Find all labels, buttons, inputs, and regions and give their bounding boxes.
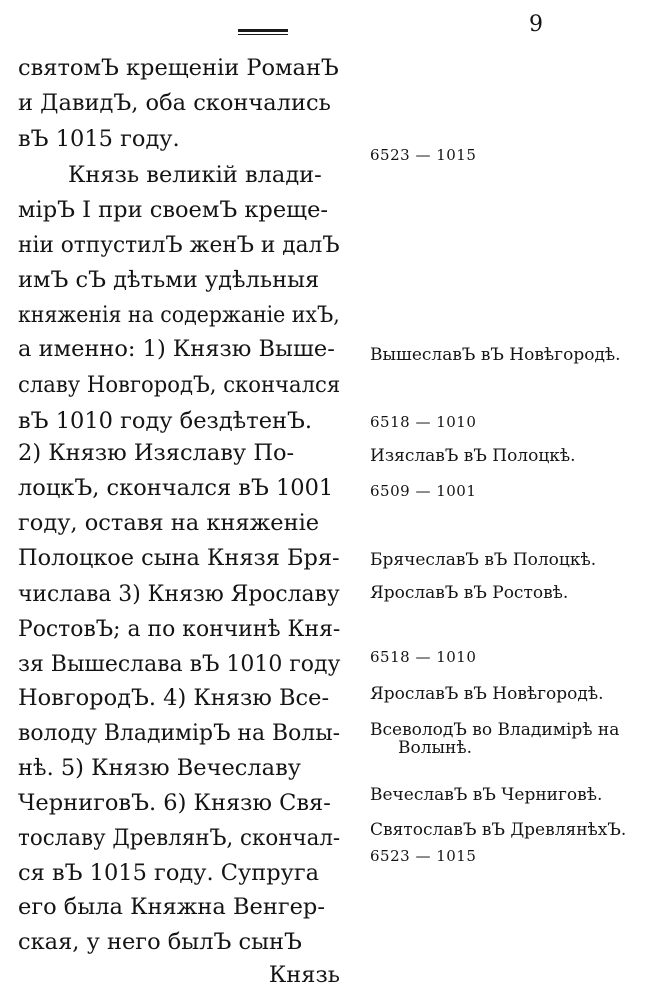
body-line: вЪ 1015 году.	[18, 126, 180, 152]
body-line: Полоцкое сына Князя Бря-	[18, 545, 340, 571]
margin-year: 6518 — 1010	[370, 648, 477, 666]
margin-name: ВышеславЪ вЪ Новѣгородѣ.	[370, 345, 621, 365]
body-line: ЧерниговЪ. 6) Князю Свя-	[18, 790, 331, 816]
body-line: славу НовгородЪ, скончался	[18, 372, 341, 398]
body-line: имЪ сЪ дѣтьми удѣльныя	[18, 267, 320, 293]
body-line: лоцкЪ, скончался вЪ 1001	[18, 475, 334, 501]
body-line: нѣ. 5) Князю Вечеславу	[18, 755, 301, 781]
margin-name: ИзяславЪ вЪ Полоцкѣ.	[370, 446, 576, 466]
body-line: Князь	[268, 962, 340, 988]
page-number: 9	[529, 12, 543, 37]
margin-name: ВсеволодЪ во Владимірѣ на	[370, 720, 620, 740]
margin-name: СвятославЪ вЪ ДревлянѣхЪ.	[370, 820, 627, 840]
body-line: его была Княжна Венгер-	[18, 894, 325, 920]
body-line: ская, у него былЪ сынЪ	[18, 929, 302, 955]
body-line: РостовЪ; а по кончинѣ Кня-	[18, 616, 341, 642]
body-line: и ДавидЪ, оба скончались	[18, 90, 331, 116]
margin-year: 6518 — 1010	[370, 413, 477, 431]
body-line: мірЪ I при своемЪ креще-	[18, 197, 328, 223]
body-line: княженія на содержаніе ихЪ,	[18, 302, 340, 328]
body-line: а именно: 1) Князю Выше-	[18, 336, 335, 362]
body-line: вЪ 1010 году бездѣтенЪ.	[18, 408, 313, 434]
body-line: зя Вышеслава вЪ 1010 году	[18, 651, 341, 677]
margin-year: 6523 — 1015	[370, 847, 477, 865]
margin-name: ЯрославЪ вЪ Ростовѣ.	[370, 583, 569, 603]
body-line: 2) Князю Изяславу По-	[18, 440, 295, 466]
margin-year: 6509 — 1001	[370, 482, 477, 500]
body-line: НовгородЪ. 4) Князю Все-	[18, 685, 330, 711]
body-line: володу ВладимірЪ на Волы-	[18, 720, 341, 746]
margin-name: БрячеславЪ вЪ Полоцкѣ.	[370, 550, 597, 570]
body-line: ся вЪ 1015 году. Супруга	[18, 860, 320, 886]
margin-name: Волынѣ.	[398, 738, 473, 758]
margin-name: ВечеславЪ вЪ Черниговѣ.	[370, 785, 603, 805]
body-line: числава 3) Князю Ярославу	[18, 581, 340, 607]
body-line: святомЪ крещеніи РоманЪ	[18, 55, 339, 81]
margin-name: ЯрославЪ вЪ Новѣгородѣ.	[370, 684, 604, 704]
body-line: Князь великій влади-	[68, 162, 322, 188]
margin-year: 6523 — 1015	[370, 146, 477, 164]
body-line: ніи отпустилЪ женЪ и далЪ	[18, 232, 340, 258]
body-line: тославу ДревлянЪ, скончал-	[18, 825, 341, 851]
body-line: году, оставя на княженіе	[18, 510, 320, 536]
